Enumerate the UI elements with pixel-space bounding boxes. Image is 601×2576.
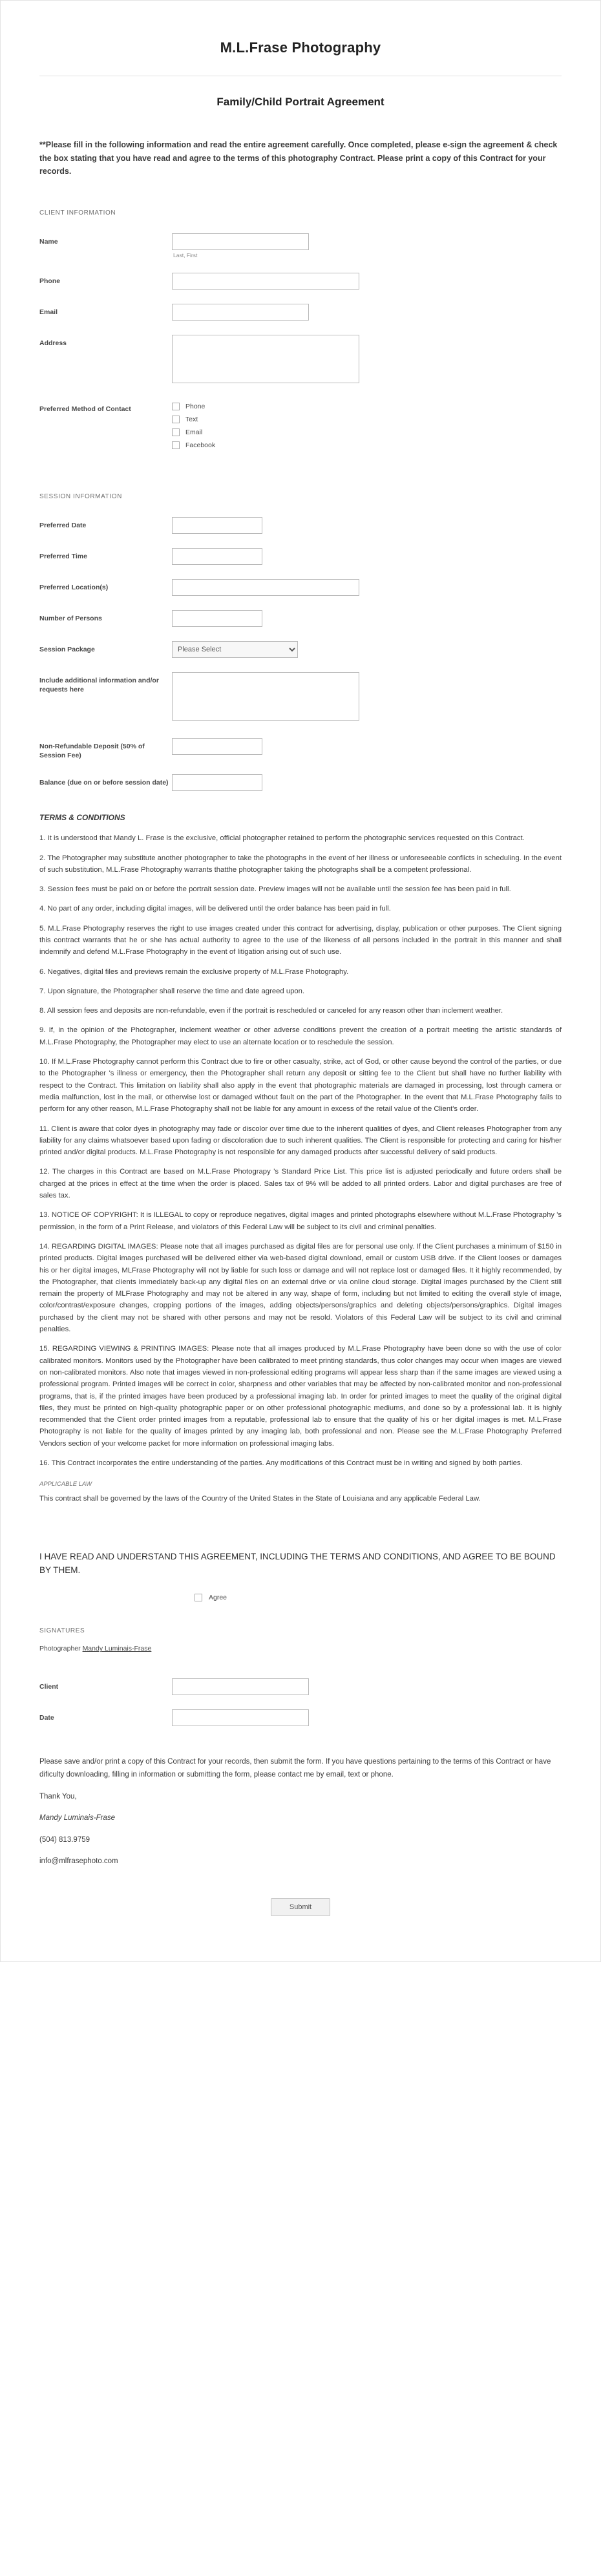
terms-clause: 5. M.L.Frase Photography reserves the right to use images created under this contract for advertising, display, publication or other purposes. The Client signing this contract warrants that he or she has actual authority to agree to the use of the likeness of all persons included in the portrait in this manner and shall indemnify and defend M.L.Frase Photography in the event of litigation arising out of such use.: [39, 924, 562, 956]
session-information-heading: SESSION INFORMATION: [39, 492, 122, 500]
business-name: M.L.Frase Photography: [220, 39, 381, 56]
preferred-contact-label: Preferred Method of Contact: [39, 405, 131, 413]
preferred-location-input[interactable]: [172, 579, 359, 596]
photographer-name: Mandy Luminais-Frase: [82, 1645, 152, 1653]
applicable-law-label: APPLICABLE LAW: [39, 1481, 92, 1488]
terms-clause: 12. The charges in this Contract are based on M.L.Frase Photograpy 's Standard Price List. This price list is adjusted periodically and future orders shall be charged at the prices in effect at the time when the order is placed. Sales tax of 9% will be added to all printed orders. Labor and digital purchases are free of sales tax.: [39, 1168, 562, 1200]
field-session-package: [39, 641, 562, 658]
date-input[interactable]: [172, 1709, 309, 1726]
field-additional-info: [39, 672, 562, 724]
terms-clause: 6. Negatives, digital files and previews remain the exclusive property of M.L.Frase Photography.: [39, 967, 349, 976]
closing-signoff-name: Mandy Luminais-Frase: [39, 1814, 115, 1822]
preferred-location-label: Preferred Location(s): [39, 583, 109, 591]
closing-phone: (504) 813.9759: [39, 1835, 90, 1844]
phone-label: Phone: [39, 277, 61, 285]
contact-option-label: Text: [185, 415, 198, 423]
agree-label: Agree: [209, 1594, 227, 1602]
terms-clause: 7. Upon signature, the Photographer shall reserve the time and date agreed upon.: [39, 987, 305, 995]
checkbox-phone[interactable]: [172, 403, 180, 410]
terms-clause: 10. If M.L.Frase Photography cannot perform this Contract due to fire or other casualty, strike, act of God, or other cause beyond the control of the parties, or due to the Photographer 's illness or emergency, then the Photographer shall return any deposit or sitting fee to the Client but shall have no further liability with respect to the Contract. This limitation on liability shall also apply in the event that photographic materials are damaged in processing, lost through camera or media malfunction, lost in the mail, or otherwise lost or damaged without fault on the part of the Photographer. In the event that M.L.Frase Photography fails to perform for any other reason, M.L.Frase Photography shall not be liable for any amount in excess of the retail value of the Client's order.: [39, 1058, 562, 1114]
field-preferred-contact: [39, 401, 562, 449]
terms-clause: 14. REGARDING DIGITAL IMAGES: Please note that all images purchased as digital files are for personal use only. If the Client purchases a minimum of $150 in printed products. Digital images purchased will be delivered either via web-based digital download, email or custom USB drive. If the Client looses or damages his or her digital images, MLFrase Photography will not by liable for such loss or damage and will not replace lost or damaged files. It it highly recommended, by the Photographer, that clients immediately back-up any digital files on an external drive or via online cloud storage. Digital images purchased by the Client still remain the property of MLFrase Photography and may not be altered in any way, shape of form, including but not limited to editing the overall style of image, color/contrast/exposure changes, cropping portions of the images, adding objects/persons/graphics and deleting objects/persons/graphics. Digital images purchased by the client may not be shared with other persons and may not be resold. Violators of this Federal Law will be subject to its civil and criminal penalties.: [39, 1242, 562, 1334]
session-package-label: Session Package: [39, 645, 95, 653]
contact-option-label: Phone: [185, 402, 206, 410]
field-client-signature: [39, 1678, 562, 1695]
field-phone: [39, 273, 562, 290]
field-deposit: [39, 738, 562, 760]
agree-checkbox-row[interactable]: [195, 1594, 562, 1601]
terms-clause: 11. Client is aware that color dyes in photography may fade or discolor over time due to the inherent qualities of dyes, and Client releases Photographer from any liability for any claims whatsoever based upon fading or discoloration due to such inherent qualities. The Client is responsible for protecting and caring for his/her printed and/or digital products. M.L.Frase Photography is not responsible for any damaged products after successful delivery of said products.: [39, 1124, 562, 1157]
terms-clause: 13. NOTICE OF COPYRIGHT: It is ILLEGAL to copy or reproduce negatives, digital images and printed photographs elsewhere without M.L.Frase Photography 's permission, in the form of a Print Release, and violators of this Federal Law will be subject to its civil and criminal penalties.: [39, 1211, 562, 1231]
photographer-label: Photographer: [39, 1645, 81, 1653]
name-label: Name: [39, 237, 58, 246]
client-signature-input[interactable]: [172, 1678, 309, 1695]
closing-thanks: Thank You,: [39, 1792, 77, 1800]
phone-input[interactable]: [172, 273, 359, 290]
client-information-heading: CLIENT INFORMATION: [39, 209, 116, 216]
name-input[interactable]: [172, 233, 309, 250]
closing-email: info@mlfrasephoto.com: [39, 1857, 118, 1866]
terms-heading: TERMS & CONDITIONS: [39, 813, 125, 823]
closing-block: [39, 1756, 562, 1868]
client-label: Client: [39, 1683, 59, 1691]
additional-info-label: Include additional information and/or requests here: [39, 676, 159, 694]
field-number-of-persons: [39, 610, 562, 627]
preferred-date-label: Preferred Date: [39, 521, 87, 529]
closing-paragraph: Please save and/or print a copy of this Contract for your records, then submit the form. If you have questions pertaining to the terms of this Contract or have dificulty downloading, filling in information or submitting the form, please contact me by email, text or phone.: [39, 1758, 551, 1779]
address-label: Address: [39, 339, 67, 347]
additional-info-input[interactable]: [172, 672, 359, 721]
preferred-date-input[interactable]: [172, 517, 262, 534]
field-email: [39, 304, 562, 321]
contact-option-email[interactable]: [172, 428, 562, 436]
checkbox-facebook[interactable]: [172, 441, 180, 449]
submit-button[interactable]: Submit: [271, 1898, 330, 1916]
number-of-persons-label: Number of Persons: [39, 614, 102, 622]
checkbox-agree[interactable]: [195, 1594, 202, 1601]
applicable-law-text: This contract shall be governed by the laws of the Country of the United States in the State of Louisiana and any applicable Federal Law.: [39, 1495, 481, 1503]
signatures-heading: SIGNATURES: [39, 1627, 85, 1635]
field-name: [39, 233, 562, 259]
field-preferred-location: [39, 579, 562, 596]
photographer-signature-row: [39, 1645, 562, 1652]
field-preferred-time: [39, 548, 562, 565]
contact-option-label: Email: [185, 428, 203, 436]
field-address: [39, 335, 562, 386]
contact-option-text[interactable]: [172, 416, 562, 423]
balance-label: Balance (due on or before session date): [39, 779, 169, 787]
field-preferred-date: [39, 517, 562, 534]
field-balance: [39, 774, 562, 791]
terms-clause: 15. REGARDING VIEWING & PRINTING IMAGES: Please note that all images produced by M.L.Frase Photography have been done so with the use of color calibrated monitors. Monitors used by the Photographer have been calibrated to meet printing standards, thus color changes may occur when images are viewed on non-calibrated monitors. Also note that images viewed in non-professional editing programs will appear less sharp than if the same images are viewed using a professional program. Printed images will be correct in color, sharpness and other variables that may be affected by non-calibrated monitor and non-professional programs, that is, if the printed images have been produced by a professional imaging lab. In order for printed images to meet the quality of the original digital files, they must be printed on high-quality photographic paper or on other professional photographic mediums, and done so by a professional lab. It is highly recommended that the Client order printed images from a reputable, professional lab to ensure that the quality of his or her digital images is met. M.L.Frase Photography is not liable for the quality of images printed by any imaging lab, both professional and non. Please see the M.L.Frase Photography Preferred Vendors section of your welcome packet for more information on professional imaging labs.: [39, 1345, 562, 1448]
preferred-time-input[interactable]: [172, 548, 262, 565]
contact-option-facebook[interactable]: [172, 441, 562, 449]
agreement-statement: I HAVE READ AND UNDERSTAND THIS AGREEMENT, INCLUDING THE TERMS AND CONDITIONS, AND AGREE TO BE BOUND BY THEM.: [39, 1551, 556, 1575]
preferred-time-label: Preferred Time: [39, 552, 87, 560]
intro-text: **Please fill in the following information and read the entire agreement carefully. Once completed, please e-sign the agreement & check the box stating that you have read and agree to the terms of this photography Contract. Please print a copy of this Contract for your records.: [39, 140, 558, 176]
deposit-input[interactable]: [172, 738, 262, 755]
terms-clause: 4. No part of any order, including digital images, will be delivered until the order balance has been paid in full.: [39, 905, 391, 913]
session-package-select[interactable]: [172, 641, 298, 658]
terms-clause: 8. All session fees and deposits are non-refundable, even if the portrait is rescheduled or canceled for any reason other than inclement weather.: [39, 1007, 503, 1015]
balance-input[interactable]: [172, 774, 262, 791]
date-label: Date: [39, 1714, 54, 1722]
checkbox-text[interactable]: [172, 416, 180, 423]
contact-option-label: Facebook: [185, 441, 216, 449]
email-input[interactable]: [172, 304, 309, 321]
form-title: Family/Child Portrait Agreement: [216, 96, 385, 108]
checkbox-email[interactable]: [172, 428, 180, 436]
number-of-persons-input[interactable]: [172, 610, 262, 627]
email-label: Email: [39, 308, 58, 316]
field-date: [39, 1709, 562, 1726]
name-sublabel: Last, First: [173, 251, 198, 259]
terms-clause: 16. This Contract incorporates the entire understanding of the parties. Any modifications of this Contract must be in writing and signed by both parties.: [39, 1459, 523, 1467]
terms-clause: 1. It is understood that Mandy L. Frase is the exclusive, official photographer retained to perform the photographic services requested on this Contract.: [39, 834, 525, 843]
address-input[interactable]: [172, 335, 359, 383]
contact-option-phone[interactable]: [172, 403, 562, 410]
terms-clause: 2. The Photographer may substitute another photographer to take the photographs in the event of her illness or unforeseeable conflicts in scheduling. In the event of such substitution, M.L.Frase Photography warrants thatthe photographer taking the photographs shall be a competent professional.: [39, 854, 562, 874]
deposit-label: Non-Refundable Deposit (50% of Session Fee): [39, 742, 145, 760]
terms-clause: 3. Session fees must be paid on or before the portrait session date. Preview images will not be available until the session fee has been paid in full.: [39, 885, 511, 894]
terms-clause: 9. If, in the opinion of the Photographer, inclement weather or other adverse conditions prevent the creation of a portrait meeting the artistic standards of M.L.Frase Photography, the Photographer may elect to use an alternate location or to reschedule the session.: [39, 1026, 562, 1046]
